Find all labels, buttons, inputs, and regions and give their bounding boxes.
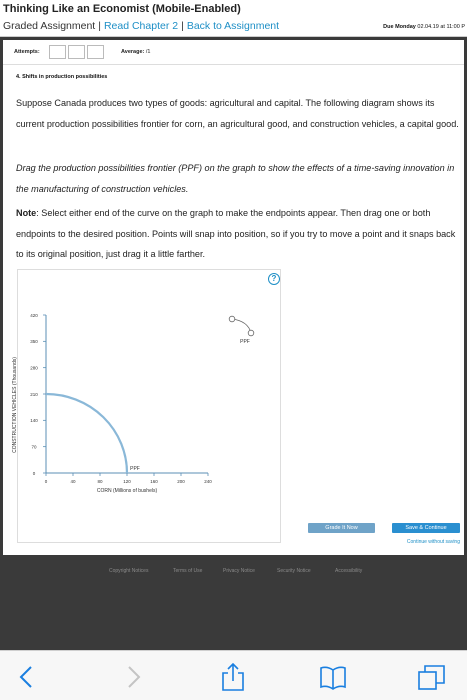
share-icon[interactable]: [218, 663, 248, 691]
x-tick-label: 0: [44, 479, 48, 484]
legend-endpoint-icon: [229, 316, 235, 322]
y-tick-label: 70: [31, 444, 37, 450]
due-label: Due Monday: [383, 24, 416, 30]
legend-curve-icon: [232, 319, 251, 333]
back-icon[interactable]: [13, 663, 43, 691]
attempts-label: Attempts:: [14, 49, 40, 55]
tick-labels: [30, 313, 212, 484]
security-link[interactable]: Security Notice: [277, 568, 311, 574]
save-and-continue-button[interactable]: Save & Continue: [392, 523, 460, 533]
x-tick-label: 40: [70, 479, 76, 484]
terms-link[interactable]: Terms of Use: [173, 568, 203, 574]
privacy-link[interactable]: Privacy Notice: [223, 568, 255, 574]
breadcrumb-separator: |: [98, 20, 101, 32]
legend-endpoint-icon: [248, 330, 254, 336]
note-body: : Select either end of the curve on the graph to make the endpoints appear. Then drag one or both endpoints to the desired position. Points will snap into position, so if you try to move a point and it snaps back to its original position, just drag it a little farther.: [16, 208, 456, 259]
copyright-link[interactable]: Copyright Notices: [109, 568, 149, 574]
back-to-assignment-link[interactable]: Back to Assignment: [186, 20, 280, 32]
x-tick-label: 240: [204, 479, 212, 484]
x-tick-label: 160: [150, 479, 158, 484]
average-label: Average:: [121, 49, 145, 55]
breadcrumb-assignment: Graded Assignment: [3, 20, 96, 32]
due-date: [383, 24, 465, 30]
question-panel: [3, 40, 464, 555]
tick-marks: [43, 315, 208, 476]
question-title: 4. Shifts in production possibilities: [16, 74, 108, 80]
note-label: Note: [16, 208, 37, 218]
read-chapter-link[interactable]: Read Chapter 2: [103, 20, 179, 32]
accessibility-link[interactable]: Accessibility: [335, 568, 363, 574]
bookmarks-icon[interactable]: [318, 663, 348, 691]
legend-label: PPF: [240, 339, 250, 345]
footer: [0, 568, 467, 578]
ppf-graph[interactable]: [3, 40, 464, 555]
y-tick-label: 210: [30, 391, 38, 397]
x-tick-label: 200: [177, 479, 185, 484]
continue-without-saving-link[interactable]: Continue without saving: [406, 539, 460, 545]
tabs-icon[interactable]: [417, 663, 447, 691]
question-instruction: Drag the production possibilities frontier (PPF) on the graph to show the effects of a time-saving innovation in the manufacturing of construction vehicles.: [16, 163, 455, 194]
y-tick-label: 140: [30, 418, 38, 424]
y-tick-label: 280: [30, 365, 38, 371]
y-axis-title: CONSTRUCTION VEHICLES (Thousands): [12, 357, 18, 453]
forward-icon[interactable]: [117, 663, 147, 691]
x-axis-title: CORN (Millions of bushels): [96, 488, 158, 494]
y-tick-label: 0: [32, 470, 36, 476]
ppf-curve[interactable]: [46, 394, 127, 473]
help-icon[interactable]: ?: [268, 273, 280, 285]
axes: [46, 315, 208, 473]
ppf-curve-label: PPF: [130, 466, 140, 472]
breadcrumb-separator: |: [181, 20, 184, 32]
browser-toolbar: [0, 650, 467, 700]
app-header: [0, 0, 467, 37]
y-tick-label: 420: [30, 312, 38, 318]
breadcrumb: [3, 20, 279, 32]
average-value: /1: [145, 49, 151, 55]
y-tick-label: 350: [30, 339, 38, 345]
x-tick-label: 120: [123, 479, 131, 484]
course-title: Thinking Like an Economist (Mobile-Enabled): [3, 3, 241, 15]
grade-it-now-button[interactable]: Grade It Now: [308, 523, 375, 533]
due-value: 02.04.19 at 11:00 P: [417, 24, 465, 30]
question-text: Suppose Canada produces two types of goods: agricultural and capital. The following diagram shows its current production possibilities frontier for corn, an agricultural good, and construction vehicles, a capital good.: [16, 98, 459, 129]
x-tick-label: 80: [97, 479, 103, 484]
ppf-legend-tool[interactable]: [229, 316, 254, 345]
